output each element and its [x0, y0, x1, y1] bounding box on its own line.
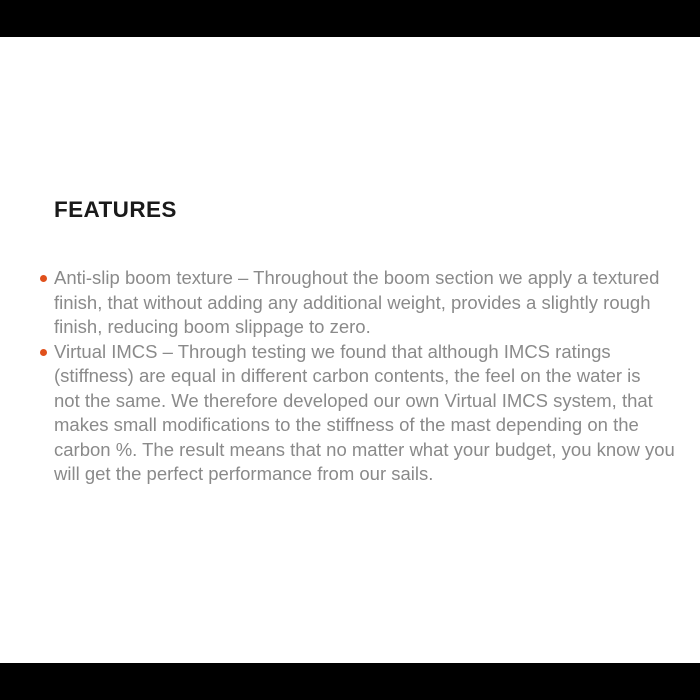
- feature-text-line: will get the perfect performance from our sails.: [54, 463, 434, 484]
- feature-text-line: Virtual IMCS – Through testing we found that although IMCS ratings: [54, 340, 611, 362]
- feature-item-virtual-imcs: [54, 340, 675, 487]
- features-section: [0, 37, 700, 663]
- feature-text-line: finish, that without adding any additional weight, provides a slightly rough: [54, 291, 651, 313]
- letterbox-bottom: [0, 663, 700, 700]
- feature-text-line: (stiffness) are equal in different carbon contents, the feel on the water is: [54, 365, 641, 386]
- feature-text-line: carbon %. The result means that no matter what your budget, you know you: [54, 438, 675, 460]
- feature-item-anti-slip-boom-texture: [54, 266, 666, 340]
- feature-text-line: finish, reducing boom slippage to zero.: [54, 316, 371, 337]
- feature-text-line: not the same. We therefore developed our own Virtual IMCS system, that: [54, 389, 653, 411]
- feature-text-line: Anti-slip boom texture – Throughout the boom section we apply a textured: [54, 267, 660, 288]
- bullet-icon: [40, 349, 47, 356]
- letterbox-top: [0, 0, 700, 37]
- feature-text-line: makes small modifications to the stiffness of the mast depending on the: [54, 414, 639, 435]
- bullet-icon: [40, 275, 47, 282]
- features-list: [54, 266, 675, 487]
- features-heading: FEATURES: [54, 197, 177, 222]
